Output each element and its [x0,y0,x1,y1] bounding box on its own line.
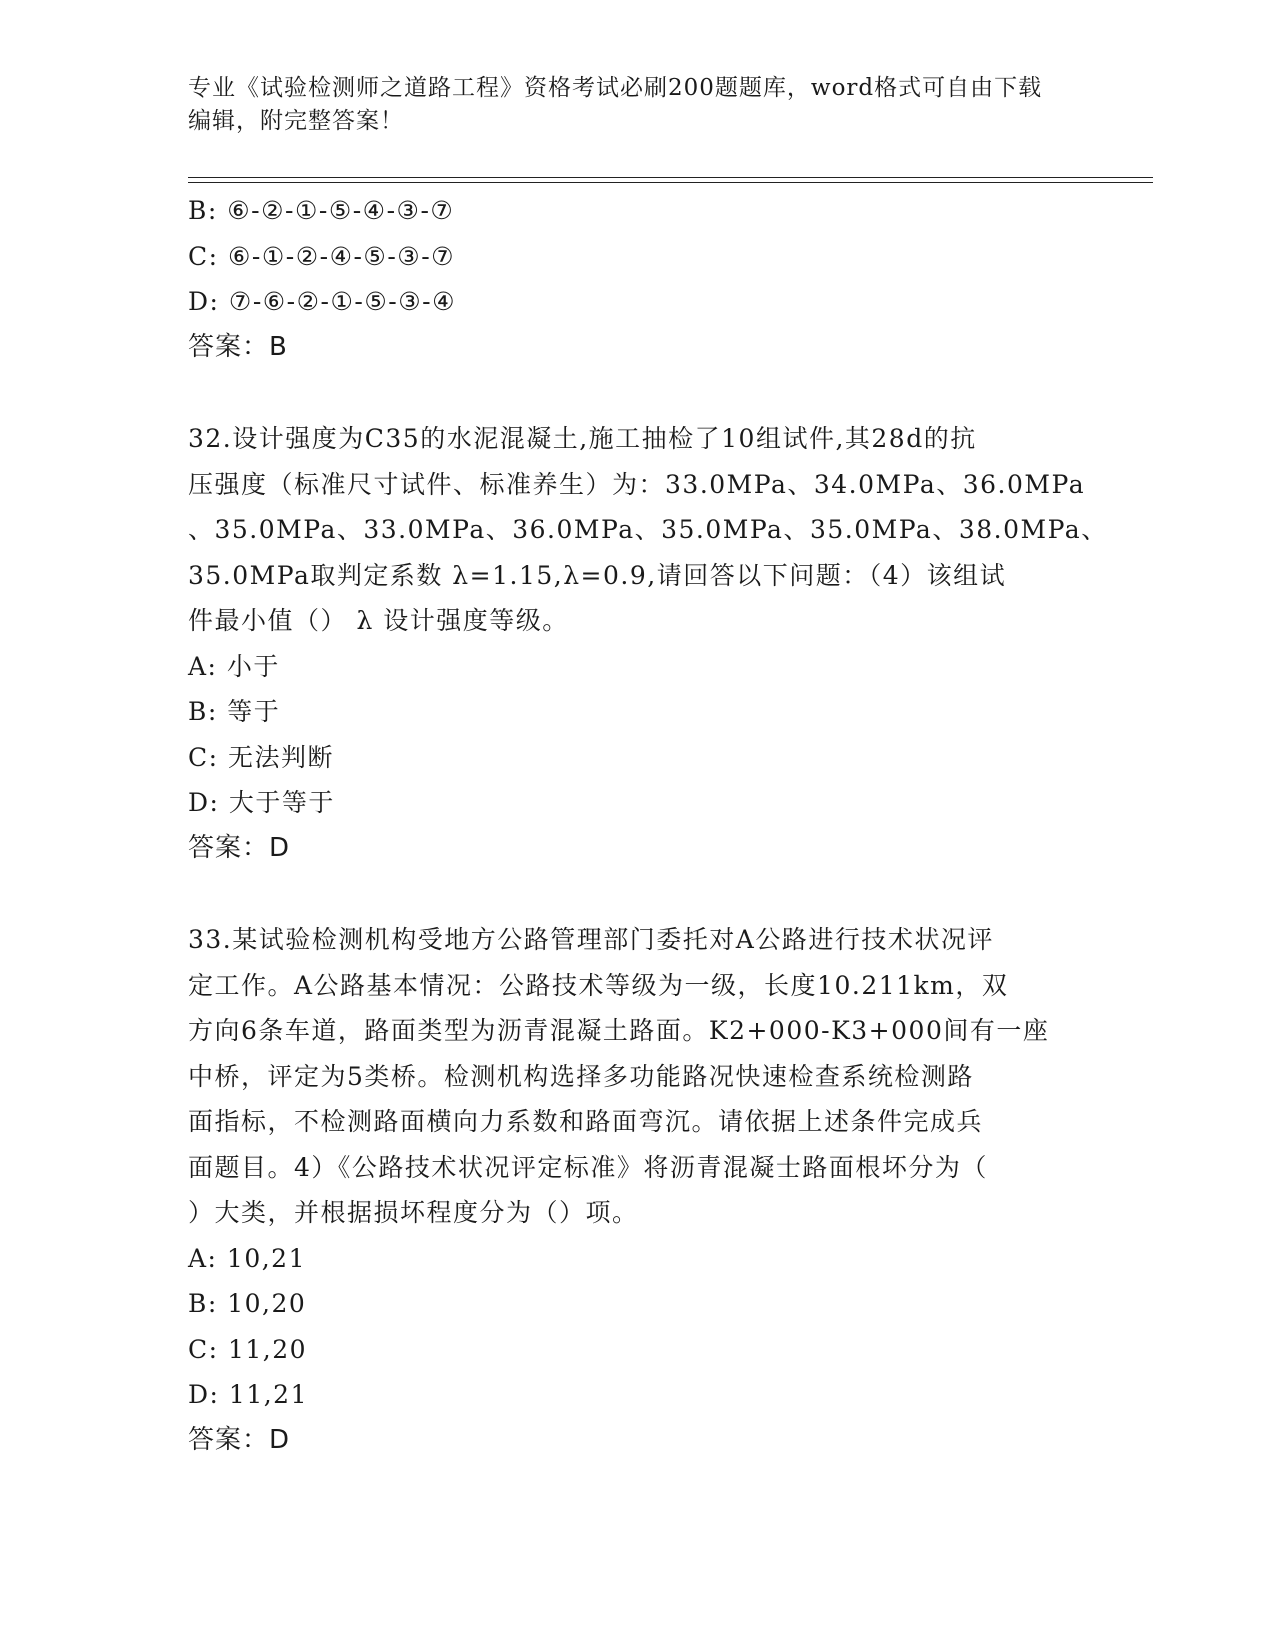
option-c: C: 11,20 [188,1334,308,1364]
answer-line: 答案：D [188,1424,291,1455]
question-text-line: 、35.0MPa、33.0MPa、36.0MPa、35.0MPa、35.0MPa、38.0MPa、 [188,515,1108,544]
question-text-line: 33.某试验检测机构受地方公路管理部门委托对A公路进行技术状况评 [188,925,994,954]
header-divider-top [188,177,1153,178]
option-d: D: 大于等于 [188,788,335,817]
option-c: C: ⑥-①-②-④-⑤-③-⑦ [188,241,456,271]
question-text-line: 压强度（标准尺寸试件、标准养生）为：33.0MPa、34.0MPa、36.0MPa [188,469,1086,499]
question-text-line: 件最小值（） λ 设计强度等级。 [188,606,569,635]
option-b: B: 10,20 [188,1289,307,1318]
option-d: D: 11,21 [188,1380,308,1409]
spacer [188,871,1088,917]
header-line-1: 专业《试验检测师之道路工程》资格考试必刷200题题库，word格式可自由下载 [188,75,1043,101]
question-text-line: 面题目。4）《公路技术状况评定标准》将沥青混凝士路面根坏分为（ [188,1152,988,1182]
question-text-line: 32.设计强度为C35的水泥混凝土,施工抽检了10组试件,其28d的抗 [188,424,977,453]
document-body [188,188,1108,1463]
question-33 [188,917,1088,1463]
question-text-line: 35.0MPa取判定系数 λ=1.15,λ=0.9,请回答以下问题：（4）该组试 [188,560,1007,590]
question-text-line: 中桥，评定为5类桥。检测机构选择多功能路况快速检查系统检测路 [188,1061,974,1091]
spacer [188,370,1088,416]
header-line-2: 编辑，附完整答案！ [188,108,404,134]
option-c: C: 无法判断 [188,742,334,772]
question-32 [188,416,1108,871]
header-divider-bottom [188,182,1153,183]
option-d: D: ⑦-⑥-②-①-⑤-③-④ [188,287,456,316]
option-a: A: 10,21 [188,1243,306,1273]
question-31-tail [188,188,1088,370]
option-b: B: ⑥-②-①-⑤-④-③-⑦ [188,196,455,225]
option-a: A: 小于 [188,651,280,681]
answer-line: 答案：D [188,832,291,863]
answer-line: 答案：B [188,331,288,362]
question-text-line: 定工作。A公路基本情况：公路技术等级为一级，长度10.211km，双 [188,970,1009,1000]
question-text-line: 方向6条车道，路面类型为沥青混凝土路面。K2+000-K3+000间有一座 [188,1016,1050,1045]
question-text-line: ）大类，并根据损坏程度分为（）项。 [188,1198,639,1227]
question-text-line: 面指标，不检测路面横向力系数和路面弯沉。请依据上述条件完成兵 [188,1107,984,1136]
option-b: B: 等于 [188,697,281,726]
document-header [188,72,1088,138]
